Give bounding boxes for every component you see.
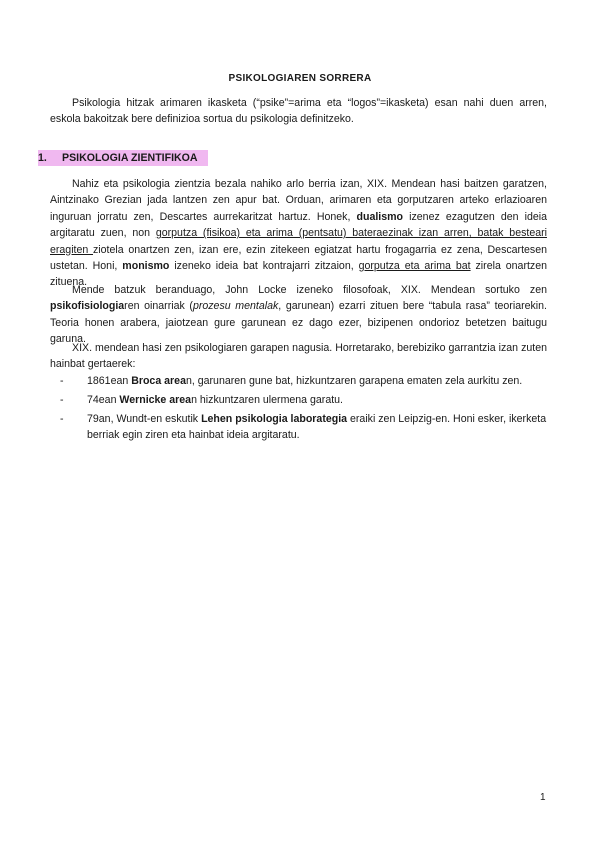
- list-item-bold: Lehen psikologia laborategia: [201, 413, 348, 425]
- p2-italic: prozesu mentalak: [192, 300, 279, 313]
- list-item-text: n hizkuntzaren ulermena garatu.: [191, 394, 343, 406]
- list-item-bold: Wernicke area: [119, 394, 192, 406]
- events-list: [50, 373, 550, 446]
- dualismo-term: dualismo: [356, 210, 404, 223]
- p2-text-a: Mende batzuk beranduago, John Locke izeneko filosofoak, XIX. Mendean sortuko zen: [72, 284, 547, 296]
- list-dash: -: [60, 394, 64, 406]
- section-title: PSIKOLOGIA ZIENTIFIKOA: [62, 152, 198, 164]
- list-item: [50, 392, 550, 408]
- p1-text-a: Nahiz eta psikologia zientzia bezala nahiko arlo berria izan, XIX. Mendean hasi baitzen garatzen, Aintzinako Grezian jada lantzen zen apur bat. Orduan, arimaren eta gorputzaren arteko erlazioaren inguruan jorratu zen, Descartes aurrekaritzat hartuz. Honek,: [50, 178, 547, 223]
- p1-underline-2: gorputza eta arima bat: [358, 260, 471, 273]
- page-number: 1: [540, 792, 546, 803]
- list-dash: -: [60, 413, 64, 425]
- list-item-text: 1861ean: [87, 375, 132, 387]
- p1-text-g: izeneko ideia bat kontrajarri zitzaion,: [169, 260, 359, 273]
- list-item-bold: Broca area: [131, 375, 186, 387]
- list-item-text: n, garunaren gune bat, hizkuntzaren garapena ematen zela aurkitu zen.: [185, 375, 523, 387]
- list-item-text: 79an, Wundt-en eskutik: [87, 413, 202, 425]
- p1-text-c: izenez ezagutzen den ideia argitaratu zuen, non: [50, 210, 548, 240]
- psikofisiologia-term: psikofisiologia: [50, 300, 125, 313]
- monismo-term: monismo: [122, 260, 170, 273]
- p2-text-e: , garunean) ezarri zituen bere “tabula rasa” teoriarekin. Teoria honen arabera, jaiotzean gure garunean ez dago ezer, bizipenen ondorioz betetzen baitugu garuna.: [50, 300, 547, 346]
- document-title: PSIKOLOGIAREN SORRERA: [228, 73, 372, 84]
- p1-text-i: zirela onartzen zituena.: [50, 260, 547, 289]
- section-heading: [38, 150, 208, 166]
- paragraph-2: [50, 282, 547, 348]
- section-number: 1.: [38, 152, 47, 164]
- list-item: [50, 411, 550, 443]
- p1-text-e: ziotela onartzen zen, izan ere, ezin zitekeen egiatzat hartu frogagarria ez zena, Descartesen ustetan. Honi,: [50, 243, 548, 273]
- list-item-text: 74ean: [87, 394, 120, 406]
- list-dash: -: [60, 375, 64, 387]
- intro-paragraph: Psikologia hitzak arimaren ikasketa (“psike”=arima eta “logos”=ikasketa) esan nahi duen arren, eskola bakoitzak bere definizioa sortua du psikologia definitzeko.: [50, 97, 547, 126]
- p1-underline-1: gorputza (fisikoa) eta arima (pentsatu) bateraezinak izan arren, batak besteari eragiten: [50, 227, 547, 256]
- list-item-text: eraiki zen Leipzig-en. Honi esker, ikerketa berriak egin ziren eta hainbat ideia argitaratu.: [87, 413, 547, 441]
- paragraph-1: [50, 176, 547, 291]
- p2-text-c: ren oinarriak (: [124, 300, 193, 313]
- paragraph-3: XIX. mendean hasi zen psikologiaren garapen nagusia. Horretarako, berebiziko garrantzia izan zuten hainbat gertaerek:: [50, 342, 547, 371]
- list-item: [50, 373, 550, 389]
